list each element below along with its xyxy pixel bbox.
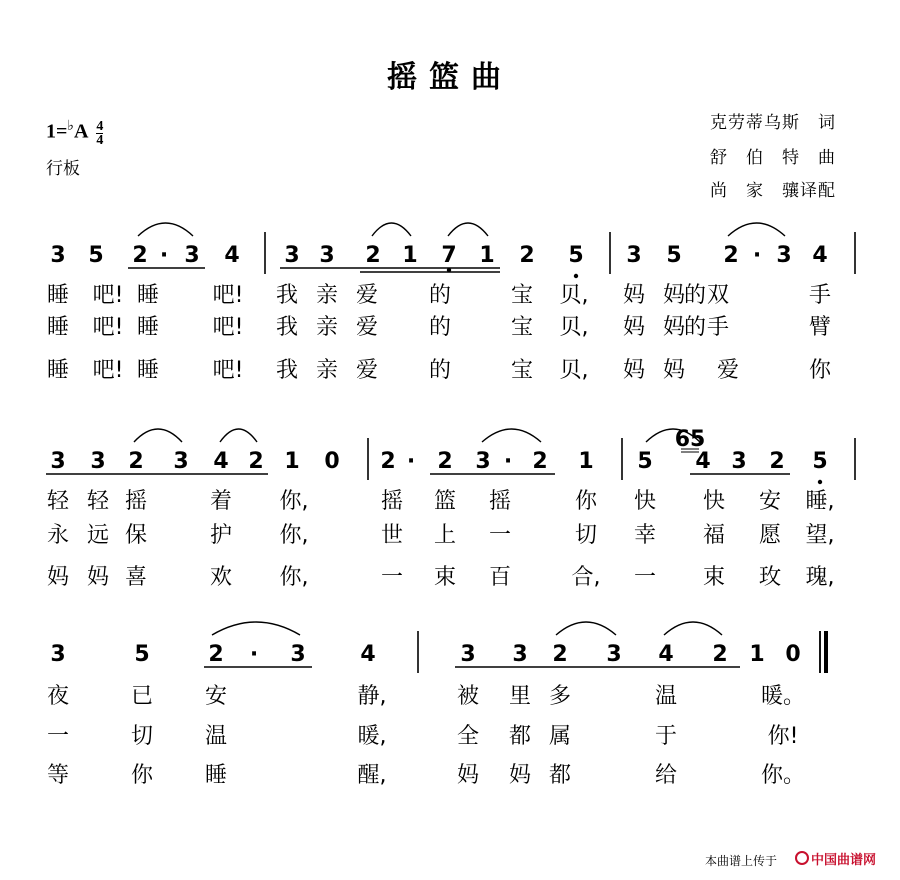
lyric-syllable: 一 xyxy=(380,565,404,590)
lyric-syllable: 妈 xyxy=(86,565,110,590)
note-digit: 5 xyxy=(134,642,150,667)
note-digit: 4 xyxy=(360,642,376,667)
slur-arc xyxy=(212,622,300,635)
note-digit: 3 xyxy=(50,243,66,268)
lyric-syllable: 夜 xyxy=(46,684,70,709)
lyric-syllable: 摇 xyxy=(380,489,404,514)
lyric-syllable: 妈 xyxy=(622,315,646,340)
note-digit: 3 xyxy=(606,642,622,667)
lyric-syllable: 臂 xyxy=(808,315,832,340)
note-digit: 0 xyxy=(324,449,340,474)
lyric-syllable: 温 xyxy=(654,684,678,709)
note-digit: 1 xyxy=(578,449,594,474)
lyric-syllable: 吧! xyxy=(212,315,244,340)
lyric-syllable: 宝 xyxy=(510,315,534,340)
lyric-syllable: 妈 xyxy=(456,763,480,788)
lyric-syllable: 轻 xyxy=(86,489,110,514)
octave-dot-below xyxy=(574,274,578,278)
lyric-syllable: 手 xyxy=(808,283,832,308)
note-digit: 7 xyxy=(441,243,457,268)
lyric-syllable: 的 xyxy=(428,283,452,308)
lyric-syllable: 篮 xyxy=(433,489,457,514)
octave-dot-below xyxy=(818,480,822,484)
page-title: 摇篮曲 xyxy=(387,60,513,95)
note-digit: 3 xyxy=(290,642,306,667)
lyric-syllable: 我 xyxy=(275,283,299,308)
footer-text: 本曲谱上传于 xyxy=(705,854,778,868)
lyric-syllable: 都 xyxy=(508,724,532,749)
lyric-syllable: 妈 xyxy=(662,358,686,383)
note-digit: 2 xyxy=(519,243,535,268)
note-digit: · xyxy=(503,449,513,474)
lyric-syllable: 你, xyxy=(279,565,309,590)
note-digit: 5 xyxy=(637,449,653,474)
translator-credit: 尚 家 骧译配 xyxy=(710,181,836,201)
note-digit: 2 xyxy=(723,243,739,268)
lyric-syllable: 愿 xyxy=(758,523,782,548)
lyric-syllable: 一 xyxy=(633,565,657,590)
lyric-syllable: 亲 xyxy=(315,358,339,383)
lyric-syllable: 给 xyxy=(654,763,678,788)
lyric-syllable: 贝, xyxy=(559,315,589,340)
note-digit: 5 xyxy=(812,449,828,474)
note-digit: 3 xyxy=(776,243,792,268)
note-digit: 4 xyxy=(812,243,828,268)
note-digit: 3 xyxy=(173,449,189,474)
slur-arc xyxy=(134,429,182,442)
note-digit: 2 xyxy=(532,449,548,474)
lyric-syllable: 束 xyxy=(702,565,726,590)
lyric-syllable: 安 xyxy=(204,684,228,709)
note-digit: 0 xyxy=(785,642,801,667)
lyric-syllable: 望, xyxy=(805,523,835,548)
lyric-syllable: 醒, xyxy=(357,763,387,788)
note-digit: 5 xyxy=(88,243,104,268)
lyric-syllable: 贝, xyxy=(559,283,589,308)
lyric-syllable: 切 xyxy=(130,724,154,749)
note-digit: 1 xyxy=(402,243,418,268)
lyric-syllable: 玫 xyxy=(758,565,782,590)
lyric-syllable: 暖, xyxy=(357,724,387,749)
lyric-syllable: 爱 xyxy=(716,358,740,383)
lyric-syllable: 轻 xyxy=(46,489,70,514)
lyric-syllable: 亲 xyxy=(315,283,339,308)
lyric-syllable: 温 xyxy=(204,724,228,749)
slur-arc xyxy=(556,622,616,635)
lyric-syllable: 爱 xyxy=(355,283,379,308)
note-digit: 3 xyxy=(626,243,642,268)
lyric-syllable: 福 xyxy=(702,523,726,548)
note-digit: 4 xyxy=(658,642,674,667)
lyric-syllable: 吧! xyxy=(92,283,124,308)
lyric-syllable: 被 xyxy=(456,684,480,709)
lyric-syllable: 亲 xyxy=(315,315,339,340)
note-digit: 2 xyxy=(248,449,264,474)
note-digit: 2 xyxy=(132,243,148,268)
note-digit: 4 xyxy=(695,449,711,474)
lyric-syllable: 你! xyxy=(767,724,799,749)
lyric-syllable: 快 xyxy=(702,489,726,514)
lyric-syllable: 合, xyxy=(571,565,601,590)
lyric-syllable: 手 xyxy=(706,315,730,340)
lyric-syllable: 都 xyxy=(548,763,572,788)
note-digit: 3 xyxy=(512,642,528,667)
lyric-syllable: 睡 xyxy=(46,358,70,383)
lyric-syllable: 你, xyxy=(279,523,309,548)
note-digit: 2 xyxy=(712,642,728,667)
lyric-syllable: 等 xyxy=(46,763,70,788)
lyric-syllable: 多 xyxy=(548,684,572,709)
note-digit: 3 xyxy=(284,243,300,268)
lyric-syllable: 你。 xyxy=(760,763,806,788)
note-digit: 1 xyxy=(749,642,765,667)
note-digit: 2 xyxy=(208,642,224,667)
lyric-syllable: 保 xyxy=(124,523,148,548)
lyric-syllable: 的 xyxy=(428,358,452,383)
lyric-syllable: 全 xyxy=(456,724,480,749)
note-digit: 5 xyxy=(666,243,682,268)
key-prefix: 1= xyxy=(46,120,68,143)
note-digit: 2 xyxy=(365,243,381,268)
lyric-syllable: 上 xyxy=(433,523,457,548)
note-digit: · xyxy=(159,243,169,268)
lyric-syllable: 吧! xyxy=(212,358,244,383)
lyric-syllable: 安 xyxy=(758,489,782,514)
note-digit: 2 xyxy=(128,449,144,474)
lyric-syllable: 远 xyxy=(86,523,110,548)
lyric-syllable: 你, xyxy=(279,489,309,514)
lyric-syllable: 妈 xyxy=(46,565,70,590)
lyric-syllable: 的 xyxy=(428,315,452,340)
lyric-syllable: 睡 xyxy=(136,358,160,383)
lyric-syllable: 快 xyxy=(633,489,657,514)
lyric-syllable: 已 xyxy=(130,684,154,709)
note-digit: 3 xyxy=(184,243,200,268)
logo-icon xyxy=(795,851,809,865)
lyric-syllable: 于 xyxy=(654,724,678,749)
lyric-syllable: 妈 xyxy=(622,358,646,383)
time-bottom: 4 xyxy=(96,132,104,148)
lyric-syllable: 着 xyxy=(209,489,233,514)
lyric-syllable: 切 xyxy=(574,523,598,548)
lyric-syllable: 贝, xyxy=(559,358,589,383)
note-digit: 3 xyxy=(731,449,747,474)
lyric-syllable: 百 xyxy=(488,565,512,590)
lyric-syllable: 暖。 xyxy=(760,684,806,709)
lyric-syllable: 欢 xyxy=(209,565,233,590)
composer-credit: 舒 伯 特 曲 xyxy=(710,148,836,168)
note-digit: 3 xyxy=(460,642,476,667)
lyric-syllable: 睡, xyxy=(805,489,835,514)
lyric-syllable: 属 xyxy=(548,724,572,749)
time-top: 4 xyxy=(96,118,104,134)
lyric-syllable: 幸 xyxy=(633,523,657,548)
lyric-syllable: 瑰, xyxy=(805,565,835,590)
lyric-syllable: 摇 xyxy=(488,489,512,514)
note-digit: 3 xyxy=(50,642,66,667)
octave-dot-below xyxy=(447,268,451,272)
lyric-syllable: 妈 xyxy=(662,315,686,340)
note-digit: · xyxy=(752,243,762,268)
lyric-syllable: 的 xyxy=(683,315,707,340)
note-digit: 2 xyxy=(769,449,785,474)
grace-note: 65 xyxy=(674,427,706,452)
lyric-syllable: 你 xyxy=(808,358,832,383)
slur-arc xyxy=(138,223,193,236)
slur-arc xyxy=(372,223,411,236)
lyric-syllable: 我 xyxy=(275,315,299,340)
lyric-syllable: 永 xyxy=(46,523,70,548)
note-digit: 2 xyxy=(437,449,453,474)
slur-arc xyxy=(482,429,541,442)
lyric-syllable: 睡 xyxy=(46,283,70,308)
note-digit: · xyxy=(406,449,416,474)
note-digit: 3 xyxy=(475,449,491,474)
note-digit: · xyxy=(249,642,259,667)
lyric-syllable: 一 xyxy=(488,523,512,548)
note-digit: 2 xyxy=(552,642,568,667)
key-note: A xyxy=(74,120,88,143)
lyric-syllable: 你 xyxy=(574,489,598,514)
lyric-syllable: 吧! xyxy=(92,315,124,340)
note-digit: 4 xyxy=(213,449,229,474)
lyric-syllable: 睡 xyxy=(46,315,70,340)
slur-arc xyxy=(664,622,722,635)
lyric-syllable: 护 xyxy=(209,523,233,548)
lyric-syllable: 喜 xyxy=(124,565,148,590)
slur-arc xyxy=(220,429,257,442)
note-digit: 3 xyxy=(319,243,335,268)
lyric-syllable: 静, xyxy=(357,684,387,709)
logo-text: 中国曲谱网 xyxy=(811,853,877,868)
lyric-syllable: 宝 xyxy=(510,283,534,308)
lyric-syllable: 摇 xyxy=(124,489,148,514)
lyric-syllable: 妈 xyxy=(662,283,686,308)
lyric-syllable: 你 xyxy=(130,763,154,788)
slur-arc xyxy=(728,223,785,236)
lyric-syllable: 爱 xyxy=(355,358,379,383)
lyric-syllable: 睡 xyxy=(136,283,160,308)
lyricist-credit: 克劳蒂乌斯 词 xyxy=(710,113,836,133)
note-digit: 1 xyxy=(479,243,495,268)
tempo-marking: 行板 xyxy=(46,159,80,179)
lyric-syllable: 吧! xyxy=(212,283,244,308)
note-digit: 4 xyxy=(224,243,240,268)
lyric-syllable: 睡 xyxy=(136,315,160,340)
lyric-syllable: 束 xyxy=(433,565,457,590)
lyric-syllable: 的 xyxy=(683,283,707,308)
note-digit: 5 xyxy=(568,243,584,268)
slur-arc xyxy=(448,223,488,236)
lyric-syllable: 妈 xyxy=(508,763,532,788)
lyric-syllable: 妈 xyxy=(622,283,646,308)
lyric-syllable: 爱 xyxy=(355,315,379,340)
lyric-syllable: 一 xyxy=(46,724,70,749)
note-digit: 2 xyxy=(380,449,396,474)
note-digit: 1 xyxy=(284,449,300,474)
lyric-syllable: 世 xyxy=(380,523,404,548)
lyric-syllable: 里 xyxy=(508,684,532,709)
lyric-syllable: 睡 xyxy=(204,763,228,788)
note-digit: 3 xyxy=(50,449,66,474)
note-digit: 3 xyxy=(90,449,106,474)
lyric-syllable: 我 xyxy=(275,358,299,383)
lyric-syllable: 双 xyxy=(706,283,730,308)
site-logo xyxy=(795,849,876,868)
lyric-syllable: 吧! xyxy=(92,358,124,383)
flat-sign: ♭ xyxy=(67,119,75,134)
lyric-syllable: 宝 xyxy=(510,358,534,383)
